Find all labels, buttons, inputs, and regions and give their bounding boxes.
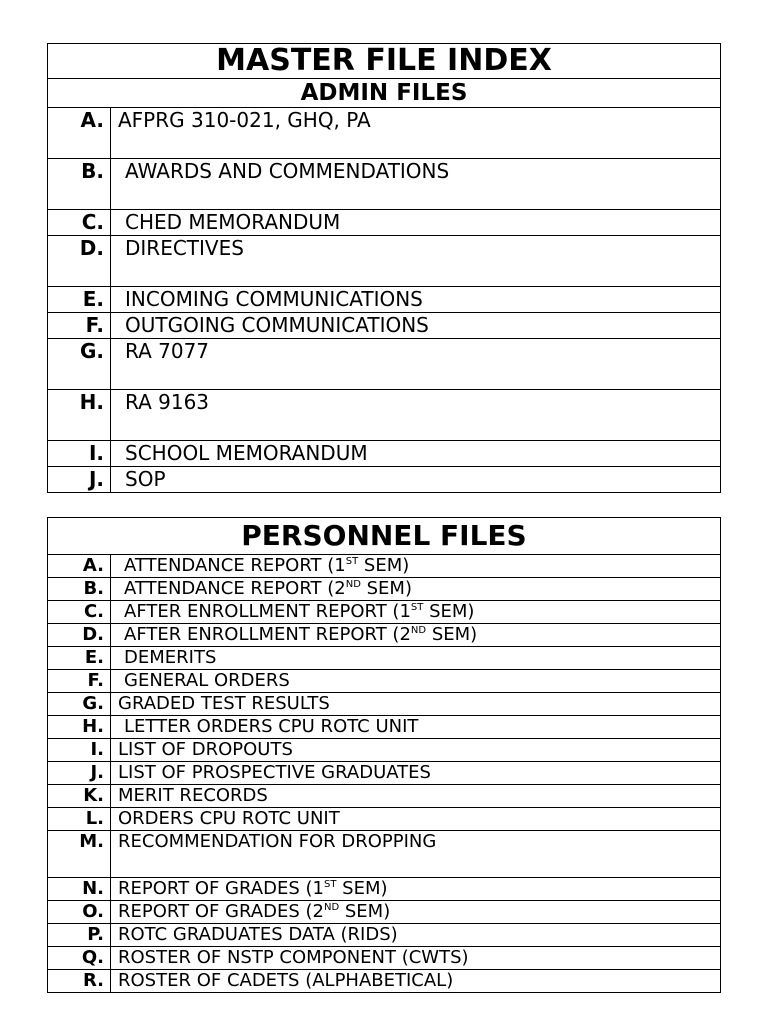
item-text [111, 601, 721, 624]
table-row [48, 390, 721, 441]
item-text [111, 624, 721, 647]
item-letter: H. [48, 390, 111, 441]
item-text [111, 947, 721, 970]
item-letter: F. [48, 670, 111, 693]
item-text-main: ATTENDANCE REPORT (2 [124, 578, 346, 599]
table-row [48, 924, 721, 947]
item-text-main: ROTC GRADUATES DATA (RIDS) [118, 924, 398, 945]
ordinal-superscript: ND [410, 625, 427, 636]
item-letter: L. [48, 808, 111, 831]
item-text-main: LIST OF PROSPECTIVE GRADUATES [118, 762, 431, 783]
table-row [48, 555, 721, 578]
personnel-files-title: PERSONNEL FILES [48, 518, 721, 555]
item-letter: N. [48, 878, 111, 901]
admin-files-table [47, 43, 721, 493]
table-row [48, 693, 721, 716]
item-text-main: GENERAL ORDERS [124, 670, 290, 691]
item-text-main: AFTER ENROLLMENT REPORT (1 [124, 601, 411, 622]
table-row [48, 970, 721, 993]
item-text-main: REPORT OF GRADES (1 [118, 878, 324, 899]
item-letter: O. [48, 901, 111, 924]
item-text-main: LIST OF DROPOUTS [118, 739, 293, 760]
item-text-main: ROSTER OF NSTP COMPONENT (CWTS) [118, 947, 469, 968]
admin-files-heading: ADMIN FILES [48, 79, 721, 108]
item-text: SOP [111, 467, 721, 493]
item-text: OUTGOING COMMUNICATIONS [111, 313, 721, 339]
item-letter: F. [48, 313, 111, 339]
item-letter: H. [48, 716, 111, 739]
item-text: CHED MEMORANDUM [111, 210, 721, 236]
table-row [48, 716, 721, 739]
item-letter: Q. [48, 947, 111, 970]
item-text: RA 9163 [111, 390, 721, 441]
item-letter: I. [48, 441, 111, 467]
table-row [48, 313, 721, 339]
item-text [111, 739, 721, 762]
item-letter: J. [48, 467, 111, 493]
item-letter: R. [48, 970, 111, 993]
item-text [111, 901, 721, 924]
table-row [48, 441, 721, 467]
item-text-main: LETTER ORDERS CPU ROTC UNIT [124, 716, 419, 737]
item-text [111, 762, 721, 785]
item-letter: I. [48, 739, 111, 762]
table-row [48, 947, 721, 970]
table-row [48, 578, 721, 601]
table-row [48, 236, 721, 287]
item-letter: P. [48, 924, 111, 947]
item-text [111, 924, 721, 947]
item-text [111, 878, 721, 901]
item-text: INCOMING COMMUNICATIONS [111, 287, 721, 313]
item-text: DIRECTIVES [111, 236, 721, 287]
item-text-main: ATTENDANCE REPORT (1 [124, 555, 346, 576]
item-letter: D. [48, 236, 111, 287]
item-text [111, 670, 721, 693]
item-letter: G. [48, 339, 111, 390]
table-row [48, 624, 721, 647]
table-row [48, 878, 721, 901]
table-row [48, 647, 721, 670]
table-row [48, 670, 721, 693]
item-letter: A. [48, 555, 111, 578]
table-row [48, 601, 721, 624]
item-text-main: AFTER ENROLLMENT REPORT (2 [124, 624, 411, 645]
table-row [48, 339, 721, 390]
item-text-main: MERIT RECORDS [118, 785, 268, 806]
item-letter: C. [48, 210, 111, 236]
table-row [48, 739, 721, 762]
item-text-main: GRADED TEST RESULTS [118, 693, 330, 714]
item-text-suffix: SEM) [360, 578, 412, 599]
item-text-main: DEMERITS [124, 647, 217, 668]
item-text-suffix: SEM) [423, 601, 475, 622]
ordinal-superscript: ST [323, 879, 337, 890]
item-text [111, 716, 721, 739]
item-letter: A. [48, 108, 111, 159]
item-letter: B. [48, 578, 111, 601]
item-letter: D. [48, 624, 111, 647]
item-letter: E. [48, 647, 111, 670]
item-letter: G. [48, 693, 111, 716]
item-text-suffix: SEM) [426, 624, 478, 645]
item-text: RA 7077 [111, 339, 721, 390]
item-letter: E. [48, 287, 111, 313]
item-text-suffix: SEM) [336, 878, 388, 899]
item-text-main: ROSTER OF CADETS (ALPHABETICAL) [118, 970, 454, 991]
table-row [48, 467, 721, 493]
item-text [111, 970, 721, 993]
item-letter: M. [48, 831, 111, 878]
personnel-files-table [47, 517, 721, 993]
table-row [48, 762, 721, 785]
item-text [111, 808, 721, 831]
master-file-index-title: MASTER FILE INDEX [48, 44, 721, 79]
item-text-main: RECOMMENDATION FOR DROPPING [118, 831, 437, 852]
table-row [48, 808, 721, 831]
ordinal-superscript: ND [345, 579, 361, 590]
item-letter: B. [48, 159, 111, 210]
item-text: AWARDS AND COMMENDATIONS [111, 159, 721, 210]
item-text [111, 785, 721, 808]
item-text-suffix: SEM) [358, 555, 410, 576]
item-text-suffix: SEM) [339, 901, 391, 922]
item-text-main: ORDERS CPU ROTC UNIT [118, 808, 340, 829]
item-text-main: REPORT OF GRADES (2 [118, 901, 324, 922]
item-letter: J. [48, 762, 111, 785]
item-text: SCHOOL MEMORANDUM [111, 441, 721, 467]
item-letter: C. [48, 601, 111, 624]
table-row [48, 108, 721, 159]
table-row [48, 287, 721, 313]
ordinal-superscript: ST [410, 602, 424, 613]
item-text [111, 578, 721, 601]
table-row [48, 831, 721, 878]
item-text [111, 693, 721, 716]
table-row [48, 901, 721, 924]
table-row [48, 785, 721, 808]
item-letter: K. [48, 785, 111, 808]
table-row [48, 210, 721, 236]
item-text [111, 555, 721, 578]
ordinal-superscript: ND [323, 902, 340, 913]
ordinal-superscript: ST [345, 556, 359, 567]
item-text: AFPRG 310-021, GHQ, PA [111, 108, 721, 159]
item-text [111, 831, 721, 878]
table-row [48, 159, 721, 210]
item-text [111, 647, 721, 670]
